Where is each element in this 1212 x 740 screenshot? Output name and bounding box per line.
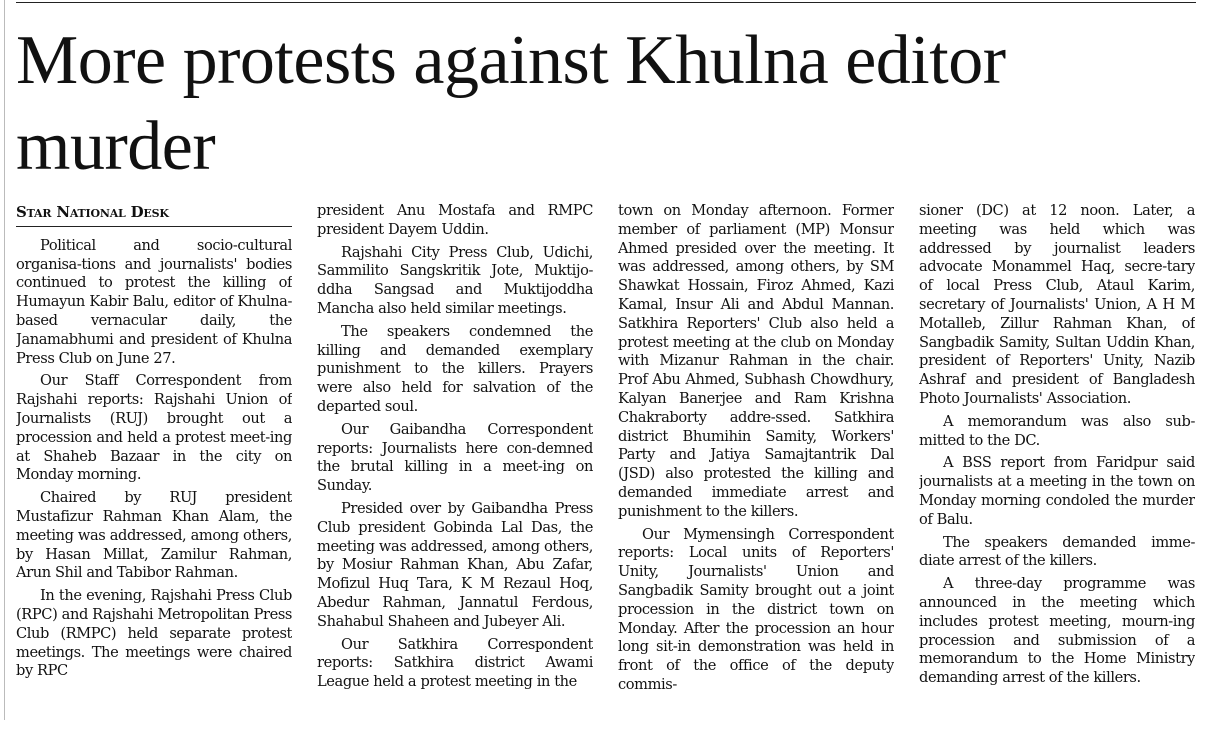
headline: More protests against Khulna editor murder [16,22,1006,185]
paragraph: Presided over by Gaibandha Press Club president Gobinda Lal Das, the meeting was addressed, among others, by Mosiur Rahman Khan, Abu Zafar, Mofizul Huq Tara, K M Rezaul Hoq, Abedur Rahman, Jannatul Ferdous, Shahabul Shaheen and Jubeyer Ali. [317,499,593,630]
paragraph: president Anu Mostafa and RMPC president Dayem Uddin. [317,202,593,238]
paragraph: Political and socio-cultural organisa-tions and journalists' bodies continued to protest the killing of Humayun Kabir Balu, editor of Khulna-based vernacular daily, the Janamabhumi and president of Khulna Press Club on June 27. [16,236,292,367]
paragraph: town on Monday afternoon. Former member of parliament (MP) Monsur Ahmed presided over the meeting. It was addressed, among others, by SM Shawkat Hossain, Firoz Ahmed, Kazi Kamal, Insur Ali and Abdul Mannan. Satkhira Reporters' Club also held a protest meeting at the club on Monday with Mizanur Rahman in the chair. Prof Abu Ahmed, Subhash Chowdhury, Kalyan Banerjee and Ram Krishna Chakraborty addre-ssed. Satkhira district Bhumihin Samity, Workers' Party and Jatiya Samajtantrik Dal (JSD) also protested the killing and demanded immediate arrest and punishment to the killers. [618,202,894,520]
paragraph: A three-day programme was announced in the meeting which includes protest meeting, mourn-ing procession and submission of a memorandum to the Home Ministry demanding arrest of the killers. [919,575,1195,687]
paragraph: Our Gaibandha Correspondent reports: Journalists here con-demned the brutal killing in a meet-ing on Sunday. [317,420,593,495]
paragraph: Our Mymensingh Correspondent reports: Local units of Reporters' Unity, Journalists' Union and Sangbadik Samity brought out a joint procession in the district town on Monday. After the procession an hour long sit-in demonstration was held in front of the office of the deputy commis- [618,525,894,693]
page-edge-rule [4,0,5,720]
paragraph: Chaired by RUJ president Mustafizur Rahman Khan Alam, the meeting was addressed, among others, by Hasan Millat, Zamilur Rahman, Arun Shil and Tabibor Rahman. [16,489,292,582]
paragraph: A BSS report from Faridpur said journalists at a meeting in the town on Monday morning condoled the murder of Balu. [919,454,1195,528]
article-column-2 [317,202,593,722]
paragraph: A memorandum was also sub-mitted to the DC. [919,412,1195,449]
article-column-4 [919,202,1195,722]
paragraph: In the evening, Rajshahi Press Club (RPC) and Rajshahi Metropolitan Press Club (RMPC) held separate protest meetings. The meetings were chaired by RPC [16,587,292,680]
top-rule [16,2,1196,3]
article-column-3 [618,202,894,722]
paragraph: The speakers condemned the killing and demanded exemplary punishment to the killers. Prayers were also held for salvation of the departed soul. [317,322,593,415]
article-column-1 [16,203,292,723]
paragraph: Rajshahi City Press Club, Udichi, Sammilito Sangskritik Jote, Muktijo-ddha Sangsad and Muktijoddha Mancha also held similar meetings. [317,243,593,317]
paragraph: Our Staff Correspondent from Rajshahi reports: Rajshahi Union of Journalists (RUJ) brought out a procession and held a protest meet-ing at Shaheb Bazaar in the city on Monday morning. [16,372,292,484]
paragraph: Our Satkhira Correspondent reports: Satkhira district Awami League held a protest meeting in the [317,635,593,691]
byline: Star National Desk [16,203,292,227]
paragraph: The speakers demanded imme-diate arrest of the killers. [919,533,1195,570]
paragraph: sioner (DC) at 12 noon. Later, a meeting was held which was addressed by journalist leaders advocate Monammel Haq, secre-tary of local Press Club, Ataul Karim, secretary of Journalists' Union, A H M Motalleb, Zillur Rahman Khan, of Sangbadik Samity, Sultan Uddin Khan, president of Reporters' Unity, Nazib Ashraf and president of Bangladesh Photo Journalists' Association. [919,202,1195,407]
